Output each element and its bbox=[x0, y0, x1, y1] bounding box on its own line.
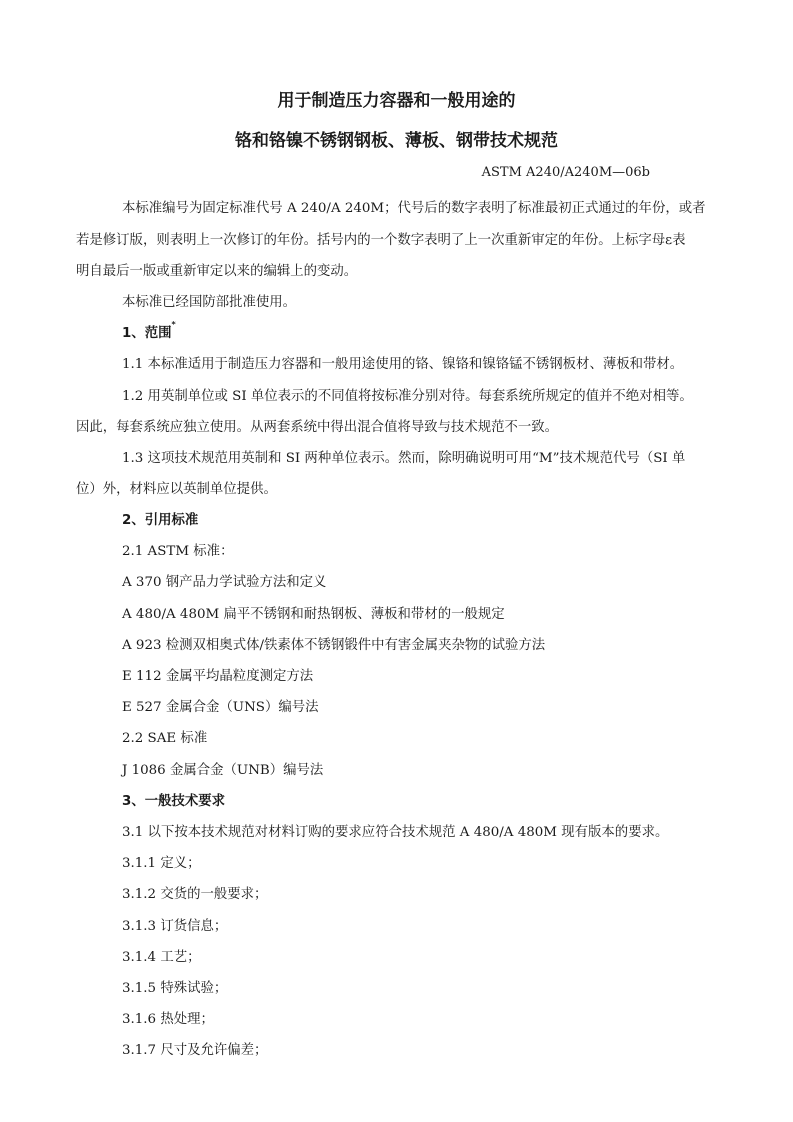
reference-item: E 527 金属合金（UNS）编号法 bbox=[122, 700, 319, 715]
reference-item: J 1086 金属合金（UNB）编号法 bbox=[122, 763, 324, 778]
clause-1-3-continued: 位）外，材料应以英制单位提供。 bbox=[76, 482, 277, 497]
intro-paragraph-line: 明自最后一版或重新审定以来的编辑上的变动。 bbox=[76, 264, 358, 279]
standard-designation: ASTM A240/A240M—06b bbox=[481, 165, 650, 180]
clause-2-2: 2.2 SAE 标准 bbox=[122, 731, 208, 746]
intro-paragraph-line: 本标准编号为固定标准代号 A 240/A 240M；代号后的数字表明了标准最初正式通过的年份，或者 bbox=[122, 201, 706, 216]
section-heading-referenced-documents: 2、引用标准 bbox=[122, 513, 199, 528]
reference-item: A 480/A 480M 扁平不锈钢和耐热钢板、薄板和带材的一般规定 bbox=[122, 607, 505, 622]
reference-item: A 923 检测双相奥式体/铁素体不锈钢锻件中有害金属夹杂物的试验方法 bbox=[122, 638, 546, 653]
clause-2-1: 2.1 ASTM 标准： bbox=[122, 544, 234, 559]
clause-1-1: 1.1 本标准适用于制造压力容器和一般用途使用的铬、镍铬和镍铬锰不锈钢板材、薄板和带材。 bbox=[122, 357, 684, 372]
intro-paragraph-line: 若是修订版，则表明上一次修订的年份。括号内的一个数字表明了上一次重新审定的年份。上标字母ε表 bbox=[76, 233, 686, 248]
clause-1-2: 1.2 用英制单位或 SI 单位表示的不同值将按标准分别对待。每套系统所规定的值并不绝对相等。 bbox=[122, 389, 693, 404]
sub-clause: 3.1.7 尺寸及允许偏差； bbox=[122, 1043, 268, 1058]
section-heading-general-requirements: 3、一般技术要求 bbox=[122, 794, 226, 809]
sub-clause: 3.1.3 订货信息； bbox=[122, 919, 228, 934]
clause-1-3: 1.3 这项技术规范用英制和 SI 两种单位表示。然而，除明确说明可用“M”技术规范代号（SI 单 bbox=[122, 451, 686, 466]
footnote-marker: * bbox=[171, 320, 176, 329]
clause-3-1: 3.1 以下按本技术规范对材料订购的要求应符合技术规范 A 480/A 480M 现有版本的要求。 bbox=[122, 825, 669, 840]
sub-clause: 3.1.1 定义； bbox=[122, 856, 201, 871]
sub-clause: 3.1.6 热处理； bbox=[122, 1012, 214, 1027]
section-heading-scope bbox=[122, 322, 176, 341]
sub-clause: 3.1.5 特殊试验； bbox=[122, 981, 228, 996]
clause-1-2-continued: 因此，每套系统应独立使用。从两套系统中得出混合值将导致与技术规范不一致。 bbox=[76, 420, 559, 435]
document-title-line-1: 用于制造压力容器和一般用途的 bbox=[277, 91, 516, 111]
section-heading-text: 1、范围 bbox=[122, 326, 172, 341]
approval-statement: 本标准已经国防部批准使用。 bbox=[122, 295, 297, 310]
reference-item: E 112 金属平均晶粒度测定方法 bbox=[122, 669, 314, 684]
reference-item: A 370 钢产品力学试验方法和定义 bbox=[122, 575, 327, 590]
sub-clause: 3.1.4 工艺； bbox=[122, 950, 201, 965]
sub-clause: 3.1.2 交货的一般要求； bbox=[122, 887, 268, 902]
document-title-line-2: 铬和铬镍不锈钢钢板、薄板、钢带技术规范 bbox=[235, 131, 558, 151]
